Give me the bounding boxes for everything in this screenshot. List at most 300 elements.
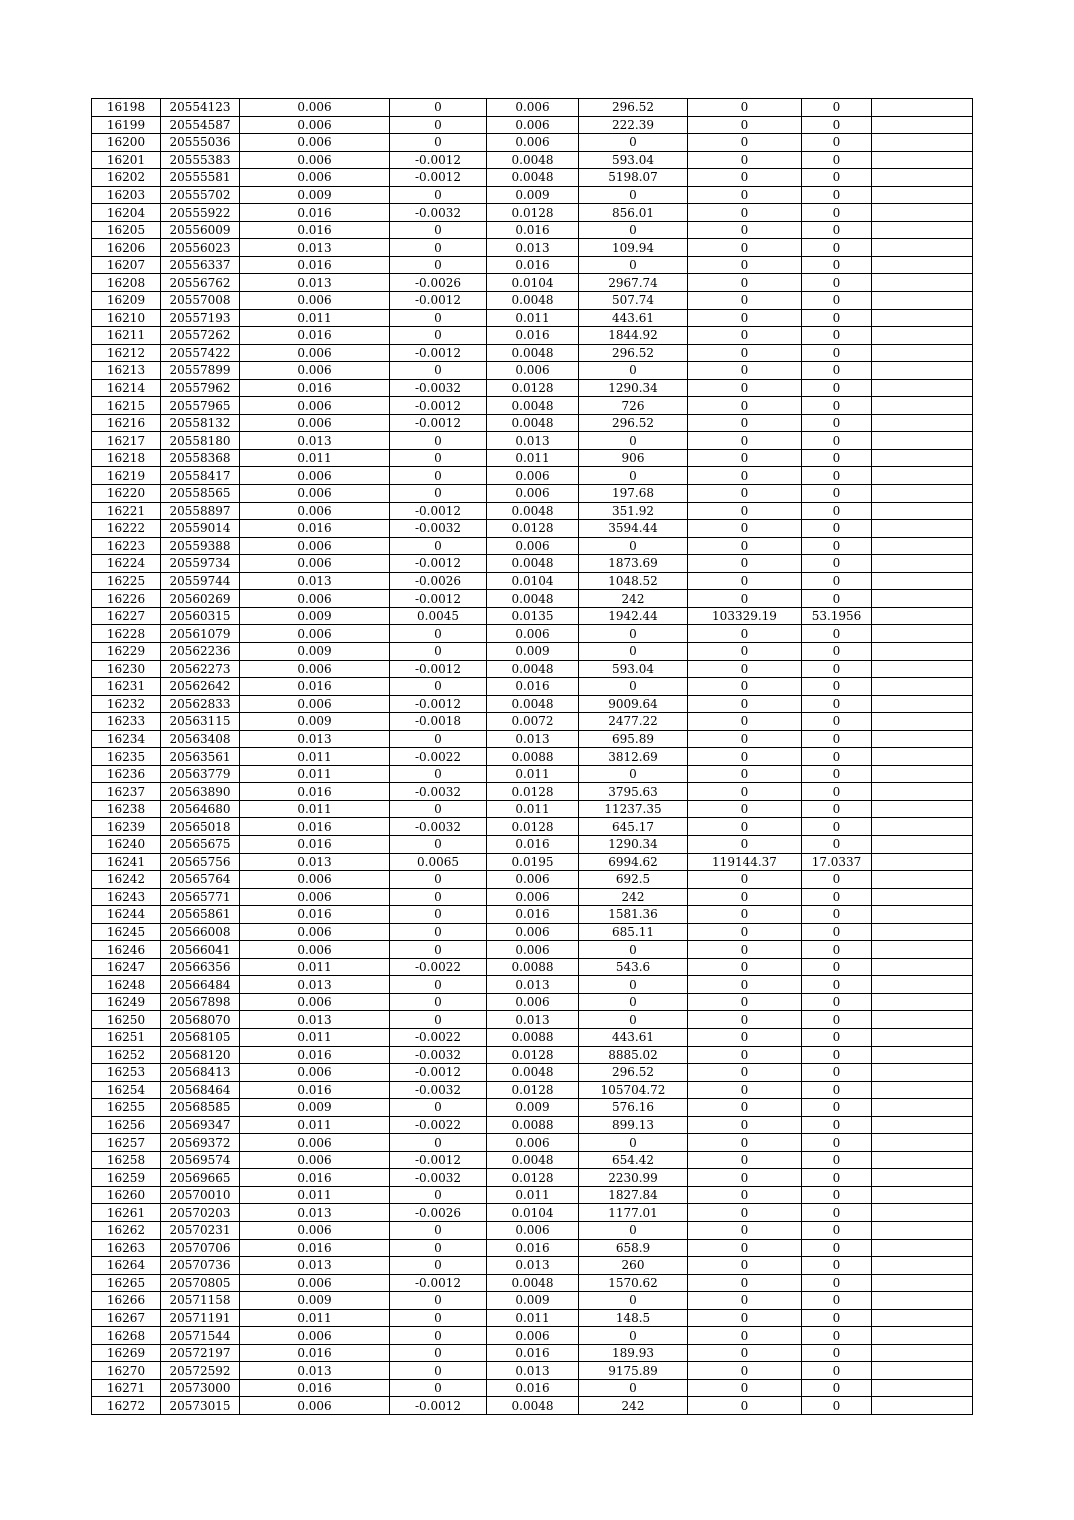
row-number-cell: 16212 [92, 344, 161, 362]
value-cell: 0 [688, 1204, 802, 1222]
net-rate-cell: 0.0128 [487, 1081, 579, 1099]
table-row [92, 467, 973, 485]
net-rate-cell: 0.016 [487, 1379, 579, 1397]
adjustment-cell: 0 [390, 186, 487, 204]
blank-cell [872, 1257, 973, 1275]
amount-cell: 0 [579, 642, 688, 660]
amount-cell: 0 [579, 993, 688, 1011]
amount-cell: 0 [579, 134, 688, 152]
id-cell: 20569574 [161, 1151, 240, 1169]
net-rate-cell: 0.013 [487, 1362, 579, 1380]
value-cell: 0 [688, 941, 802, 959]
amount-cell: 296.52 [579, 344, 688, 362]
amount-cell: 0 [579, 1134, 688, 1152]
blank-cell [872, 449, 973, 467]
blank-cell [872, 1204, 973, 1222]
row-number-cell: 16239 [92, 818, 161, 836]
blank-cell [872, 1134, 973, 1152]
blank-cell [872, 1046, 973, 1064]
amount-cell: 1942.44 [579, 607, 688, 625]
table-row [92, 1204, 973, 1222]
ratio-cell: 0 [802, 1169, 872, 1187]
adjustment-cell: 0 [390, 642, 487, 660]
table-row [92, 309, 973, 327]
ratio-cell: 0 [802, 1081, 872, 1099]
row-number-cell: 16258 [92, 1151, 161, 1169]
adjustment-cell: -0.0012 [390, 169, 487, 187]
net-rate-cell: 0.006 [487, 888, 579, 906]
blank-cell [872, 327, 973, 345]
table-row [92, 169, 973, 187]
id-cell: 20554587 [161, 116, 240, 134]
table-row [92, 1081, 973, 1099]
blank-cell [872, 958, 973, 976]
blank-cell [872, 923, 973, 941]
table-row [92, 572, 973, 590]
blank-cell [872, 1116, 973, 1134]
id-cell: 20559734 [161, 555, 240, 573]
rate-cell: 0.016 [240, 835, 390, 853]
net-rate-cell: 0.006 [487, 923, 579, 941]
table-row [92, 853, 973, 871]
net-rate-cell: 0.0048 [487, 1064, 579, 1082]
net-rate-cell: 0.006 [487, 1327, 579, 1345]
value-cell: 0 [688, 1239, 802, 1257]
table-row [92, 941, 973, 959]
ratio-cell: 0 [802, 625, 872, 643]
ratio-cell: 0 [802, 888, 872, 906]
id-cell: 20569372 [161, 1134, 240, 1152]
blank-cell [872, 186, 973, 204]
amount-cell: 1844.92 [579, 327, 688, 345]
blank-cell [872, 1081, 973, 1099]
adjustment-cell: 0 [390, 1099, 487, 1117]
id-cell: 20561079 [161, 625, 240, 643]
value-cell: 0 [688, 1222, 802, 1240]
row-number-cell: 16228 [92, 625, 161, 643]
table-row [92, 713, 973, 731]
blank-cell [872, 590, 973, 608]
table-row [92, 1362, 973, 1380]
value-cell: 0 [688, 256, 802, 274]
ratio-cell: 0 [802, 1028, 872, 1046]
ratio-cell: 0 [802, 765, 872, 783]
row-number-cell: 16254 [92, 1081, 161, 1099]
net-rate-cell: 0.006 [487, 537, 579, 555]
id-cell: 20557962 [161, 379, 240, 397]
net-rate-cell: 0.009 [487, 642, 579, 660]
net-rate-cell: 0.006 [487, 485, 579, 503]
adjustment-cell: 0 [390, 906, 487, 924]
ratio-cell: 0 [802, 1344, 872, 1362]
rate-cell: 0.006 [240, 151, 390, 169]
value-cell: 0 [688, 1064, 802, 1082]
row-number-cell: 16257 [92, 1134, 161, 1152]
id-cell: 20564680 [161, 800, 240, 818]
ratio-cell: 0 [802, 678, 872, 696]
value-cell: 0 [688, 888, 802, 906]
adjustment-cell: 0 [390, 1327, 487, 1345]
id-cell: 20563890 [161, 783, 240, 801]
table-row [92, 1116, 973, 1134]
blank-cell [872, 607, 973, 625]
ratio-cell: 0 [802, 274, 872, 292]
id-cell: 20562236 [161, 642, 240, 660]
table-row [92, 730, 973, 748]
adjustment-cell: -0.0012 [390, 344, 487, 362]
ratio-cell: 0 [802, 783, 872, 801]
row-number-cell: 16201 [92, 151, 161, 169]
rate-cell: 0.006 [240, 941, 390, 959]
row-number-cell: 16262 [92, 1222, 161, 1240]
value-cell: 0 [688, 976, 802, 994]
net-rate-cell: 0.0128 [487, 818, 579, 836]
adjustment-cell: 0 [390, 976, 487, 994]
value-cell: 0 [688, 274, 802, 292]
blank-cell [872, 432, 973, 450]
table-row [92, 397, 973, 415]
net-rate-cell: 0.0048 [487, 1274, 579, 1292]
amount-cell: 1177.01 [579, 1204, 688, 1222]
id-cell: 20557965 [161, 397, 240, 415]
net-rate-cell: 0.006 [487, 625, 579, 643]
id-cell: 20566008 [161, 923, 240, 941]
table-row [92, 642, 973, 660]
id-cell: 20559744 [161, 572, 240, 590]
value-cell: 0 [688, 1379, 802, 1397]
id-cell: 20557193 [161, 309, 240, 327]
table-row [92, 134, 973, 152]
id-cell: 20569665 [161, 1169, 240, 1187]
table-row [92, 748, 973, 766]
net-rate-cell: 0.006 [487, 116, 579, 134]
adjustment-cell: -0.0012 [390, 695, 487, 713]
row-number-cell: 16224 [92, 555, 161, 573]
row-number-cell: 16240 [92, 835, 161, 853]
rate-cell: 0.016 [240, 204, 390, 222]
table-row [92, 1327, 973, 1345]
value-cell: 0 [688, 695, 802, 713]
amount-cell: 899.13 [579, 1116, 688, 1134]
row-number-cell: 16221 [92, 502, 161, 520]
table-row [92, 520, 973, 538]
amount-cell: 443.61 [579, 1028, 688, 1046]
value-cell: 0 [688, 1362, 802, 1380]
row-number-cell: 16206 [92, 239, 161, 257]
table-row [92, 1292, 973, 1310]
net-rate-cell: 0.016 [487, 1344, 579, 1362]
rate-cell: 0.006 [240, 485, 390, 503]
table-row [92, 537, 973, 555]
net-rate-cell: 0.013 [487, 239, 579, 257]
amount-cell: 0 [579, 1379, 688, 1397]
row-number-cell: 16200 [92, 134, 161, 152]
adjustment-cell: 0 [390, 800, 487, 818]
row-number-cell: 16253 [92, 1064, 161, 1082]
table-row [92, 1046, 973, 1064]
blank-cell [872, 748, 973, 766]
id-cell: 20566356 [161, 958, 240, 976]
amount-cell: 105704.72 [579, 1081, 688, 1099]
id-cell: 20570736 [161, 1257, 240, 1275]
id-cell: 20558565 [161, 485, 240, 503]
net-rate-cell: 0.0048 [487, 397, 579, 415]
rate-cell: 0.013 [240, 1362, 390, 1380]
value-cell: 0 [688, 537, 802, 555]
ratio-cell: 0 [802, 397, 872, 415]
id-cell: 20570010 [161, 1186, 240, 1204]
amount-cell: 296.52 [579, 1064, 688, 1082]
value-cell: 0 [688, 1292, 802, 1310]
blank-cell [872, 1169, 973, 1187]
net-rate-cell: 0.006 [487, 1222, 579, 1240]
blank-cell [872, 1151, 973, 1169]
net-rate-cell: 0.0128 [487, 520, 579, 538]
value-cell: 0 [688, 818, 802, 836]
net-rate-cell: 0.0048 [487, 151, 579, 169]
row-number-cell: 16205 [92, 221, 161, 239]
value-cell: 0 [688, 99, 802, 117]
rate-cell: 0.011 [240, 449, 390, 467]
id-cell: 20555702 [161, 186, 240, 204]
net-rate-cell: 0.006 [487, 1134, 579, 1152]
id-cell: 20562273 [161, 660, 240, 678]
rate-cell: 0.011 [240, 1309, 390, 1327]
table-row [92, 818, 973, 836]
amount-cell: 0 [579, 625, 688, 643]
ratio-cell: 0 [802, 1134, 872, 1152]
net-rate-cell: 0.0048 [487, 590, 579, 608]
rate-cell: 0.006 [240, 590, 390, 608]
id-cell: 20560315 [161, 607, 240, 625]
net-rate-cell: 0.016 [487, 678, 579, 696]
table-row [92, 800, 973, 818]
blank-cell [872, 1028, 973, 1046]
row-number-cell: 16264 [92, 1257, 161, 1275]
id-cell: 20559388 [161, 537, 240, 555]
value-cell: 0 [688, 642, 802, 660]
id-cell: 20570231 [161, 1222, 240, 1240]
rate-cell: 0.006 [240, 993, 390, 1011]
value-cell: 0 [688, 292, 802, 310]
blank-cell [872, 1011, 973, 1029]
row-number-cell: 16223 [92, 537, 161, 555]
adjustment-cell: 0 [390, 923, 487, 941]
row-number-cell: 16232 [92, 695, 161, 713]
adjustment-cell: 0 [390, 449, 487, 467]
blank-cell [872, 800, 973, 818]
id-cell: 20555922 [161, 204, 240, 222]
ratio-cell: 0 [802, 1327, 872, 1345]
row-number-cell: 16237 [92, 783, 161, 801]
adjustment-cell: 0 [390, 888, 487, 906]
id-cell: 20571544 [161, 1327, 240, 1345]
rate-cell: 0.016 [240, 783, 390, 801]
adjustment-cell: -0.0026 [390, 572, 487, 590]
value-cell: 0 [688, 485, 802, 503]
blank-cell [872, 572, 973, 590]
row-number-cell: 16222 [92, 520, 161, 538]
rate-cell: 0.006 [240, 888, 390, 906]
table-row [92, 695, 973, 713]
net-rate-cell: 0.0048 [487, 414, 579, 432]
id-cell: 20565018 [161, 818, 240, 836]
id-cell: 20558897 [161, 502, 240, 520]
table-row [92, 344, 973, 362]
blank-cell [872, 660, 973, 678]
blank-cell [872, 888, 973, 906]
id-cell: 20562642 [161, 678, 240, 696]
amount-cell: 2477.22 [579, 713, 688, 731]
ratio-cell: 0 [802, 642, 872, 660]
row-number-cell: 16207 [92, 256, 161, 274]
rate-cell: 0.006 [240, 1222, 390, 1240]
adjustment-cell: -0.0012 [390, 1064, 487, 1082]
value-cell: 0 [688, 1046, 802, 1064]
rate-cell: 0.011 [240, 1186, 390, 1204]
net-rate-cell: 0.0128 [487, 783, 579, 801]
table-row [92, 555, 973, 573]
table-row [92, 835, 973, 853]
id-cell: 20568585 [161, 1099, 240, 1117]
net-rate-cell: 0.011 [487, 309, 579, 327]
net-rate-cell: 0.0048 [487, 344, 579, 362]
row-number-cell: 16268 [92, 1327, 161, 1345]
ratio-cell: 0 [802, 1011, 872, 1029]
blank-cell [872, 678, 973, 696]
amount-cell: 1048.52 [579, 572, 688, 590]
adjustment-cell: 0 [390, 1292, 487, 1310]
row-number-cell: 16272 [92, 1397, 161, 1415]
blank-cell [872, 1362, 973, 1380]
ratio-cell: 0 [802, 520, 872, 538]
adjustment-cell: -0.0032 [390, 204, 487, 222]
value-cell: 0 [688, 204, 802, 222]
id-cell: 20571191 [161, 1309, 240, 1327]
amount-cell: 6994.62 [579, 853, 688, 871]
table-row [92, 502, 973, 520]
row-number-cell: 16213 [92, 362, 161, 380]
id-cell: 20572592 [161, 1362, 240, 1380]
id-cell: 20558132 [161, 414, 240, 432]
amount-cell: 3594.44 [579, 520, 688, 538]
row-number-cell: 16244 [92, 906, 161, 924]
blank-cell [872, 1344, 973, 1362]
net-rate-cell: 0.011 [487, 449, 579, 467]
row-number-cell: 16249 [92, 993, 161, 1011]
blank-cell [872, 344, 973, 362]
ratio-cell: 0 [802, 485, 872, 503]
ratio-cell: 0 [802, 695, 872, 713]
rate-cell: 0.006 [240, 660, 390, 678]
adjustment-cell: 0.0045 [390, 607, 487, 625]
value-cell: 0 [688, 502, 802, 520]
adjustment-cell: 0 [390, 678, 487, 696]
adjustment-cell: 0 [390, 239, 487, 257]
ratio-cell: 0 [802, 1151, 872, 1169]
net-rate-cell: 0.0088 [487, 1116, 579, 1134]
adjustment-cell: -0.0012 [390, 660, 487, 678]
ratio-cell: 0 [802, 1397, 872, 1415]
table-row [92, 607, 973, 625]
amount-cell: 0 [579, 1327, 688, 1345]
blank-cell [872, 99, 973, 117]
net-rate-cell: 0.006 [487, 134, 579, 152]
blank-cell [872, 414, 973, 432]
row-number-cell: 16204 [92, 204, 161, 222]
id-cell: 20565675 [161, 835, 240, 853]
rate-cell: 0.011 [240, 309, 390, 327]
ratio-cell: 0 [802, 116, 872, 134]
adjustment-cell: -0.0012 [390, 1274, 487, 1292]
adjustment-cell: -0.0012 [390, 151, 487, 169]
value-cell: 0 [688, 414, 802, 432]
value-cell: 0 [688, 134, 802, 152]
table-row [92, 871, 973, 889]
blank-cell [872, 256, 973, 274]
blank-cell [872, 1379, 973, 1397]
ratio-cell: 0 [802, 1064, 872, 1082]
adjustment-cell: -0.0032 [390, 818, 487, 836]
ratio-cell: 0 [802, 748, 872, 766]
ratio-cell: 0 [802, 941, 872, 959]
row-number-cell: 16209 [92, 292, 161, 310]
blank-cell [872, 976, 973, 994]
net-rate-cell: 0.0104 [487, 274, 579, 292]
net-rate-cell: 0.0104 [487, 1204, 579, 1222]
rate-cell: 0.011 [240, 800, 390, 818]
amount-cell: 9175.89 [579, 1362, 688, 1380]
ratio-cell: 0 [802, 1274, 872, 1292]
ratio-cell: 0 [802, 256, 872, 274]
rate-cell: 0.006 [240, 1397, 390, 1415]
adjustment-cell: -0.0012 [390, 590, 487, 608]
amount-cell: 685.11 [579, 923, 688, 941]
rate-cell: 0.013 [240, 1011, 390, 1029]
id-cell: 20568070 [161, 1011, 240, 1029]
ratio-cell: 0 [802, 923, 872, 941]
ratio-cell: 0 [802, 204, 872, 222]
row-number-cell: 16234 [92, 730, 161, 748]
adjustment-cell: 0 [390, 134, 487, 152]
value-cell: 0 [688, 678, 802, 696]
value-cell: 0 [688, 221, 802, 239]
table-row [92, 414, 973, 432]
ratio-cell: 0 [802, 713, 872, 731]
blank-cell [872, 397, 973, 415]
rate-cell: 0.006 [240, 134, 390, 152]
adjustment-cell: 0 [390, 1186, 487, 1204]
rate-cell: 0.009 [240, 1099, 390, 1117]
row-number-cell: 16270 [92, 1362, 161, 1380]
adjustment-cell: -0.0032 [390, 1169, 487, 1187]
amount-cell: 148.5 [579, 1309, 688, 1327]
value-cell: 0 [688, 555, 802, 573]
value-cell: 0 [688, 449, 802, 467]
value-cell: 0 [688, 397, 802, 415]
blank-cell [872, 221, 973, 239]
amount-cell: 0 [579, 467, 688, 485]
value-cell: 103329.19 [688, 607, 802, 625]
net-rate-cell: 0.0128 [487, 204, 579, 222]
id-cell: 20573000 [161, 1379, 240, 1397]
row-number-cell: 16260 [92, 1186, 161, 1204]
net-rate-cell: 0.013 [487, 1257, 579, 1275]
rate-cell: 0.011 [240, 765, 390, 783]
rate-cell: 0.009 [240, 713, 390, 731]
row-number-cell: 16199 [92, 116, 161, 134]
ratio-cell: 53.1956 [802, 607, 872, 625]
